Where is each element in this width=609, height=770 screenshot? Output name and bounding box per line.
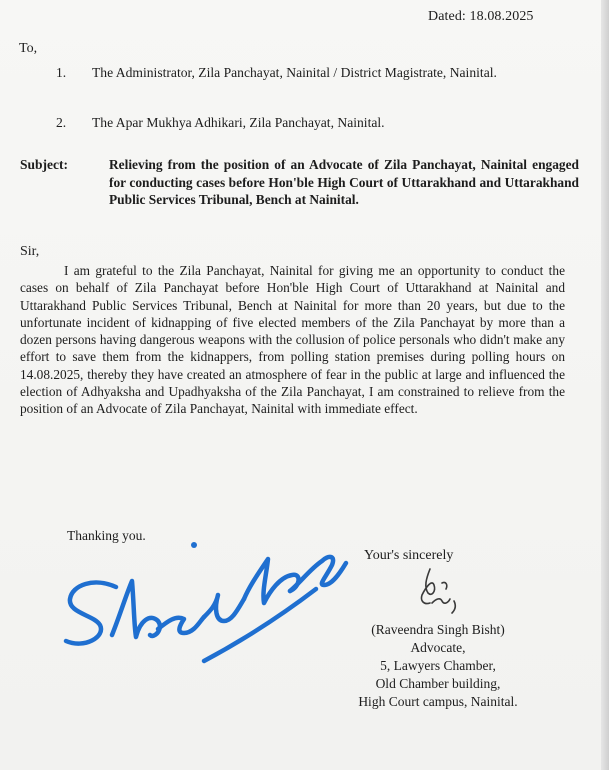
handwritten-signature-blue bbox=[54, 525, 354, 665]
to-label: To, bbox=[19, 41, 38, 56]
recipient-number: 2. bbox=[56, 115, 67, 130]
closing-line: Your's sincerely bbox=[364, 548, 454, 563]
thanking-line: Thanking you. bbox=[67, 528, 146, 543]
salutation: Sir, bbox=[20, 244, 40, 259]
sender-address-line: High Court campus, Nainital. bbox=[358, 694, 518, 709]
handwritten-initials bbox=[402, 565, 472, 617]
recipient-text: The Administrator, Zila Panchayat, Nainital / District Magistrate, Nainital. bbox=[92, 65, 497, 80]
recipient-number: 1. bbox=[56, 65, 67, 80]
sender-title: Advocate, bbox=[410, 640, 466, 655]
sender-block bbox=[318, 621, 558, 711]
page-edge-shadow bbox=[601, 0, 609, 770]
sender-name: (Raveendra Singh Bisht) bbox=[371, 622, 505, 637]
subject-text: Relieving from the position of an Advocate of Zila Panchayat, Nainital engaged for conducting cases before Hon'ble High Court of Uttarakhand and Uttarakhand Public Services Tribunal, Bench at Nainital. bbox=[109, 157, 579, 207]
recipient-text: The Apar Mukhya Adhikari, Zila Panchayat, Nainital. bbox=[92, 115, 385, 130]
sender-address-line: 5, Lawyers Chamber, bbox=[380, 658, 496, 673]
letter-date: Dated: 18.08.2025 bbox=[428, 9, 534, 24]
letter-body: I am grateful to the Zila Panchayat, Nainital for giving me an opportunity to conduct the cases on behalf of Zila Panchayat before Hon'ble High Court of Uttarakhand at Nainital and Uttarakhand Public Services Tribunal, Bench at Nainital for more than 20 years, but due to the unfortunate incident of kidnapping of five elected members of the Zila Panchayat by more than a dozen persons having dangerous weapons with the collusion of police personals who didn't make any effort to save them from the kidnappers, from polling station premises during polling hours on 14.08.2025, thereby they have created an atmosphere of fear in the public at large and influenced the election of Adhyaksha and Upadhyaksha of the Zila Panchayat, I am constrained to relieve from the position of an Advocate of Zila Panchayat, Nainital with immediate effect. bbox=[20, 263, 565, 417]
sender-address-line: Old Chamber building, bbox=[375, 676, 501, 691]
subject-label: Subject: bbox=[20, 157, 68, 172]
